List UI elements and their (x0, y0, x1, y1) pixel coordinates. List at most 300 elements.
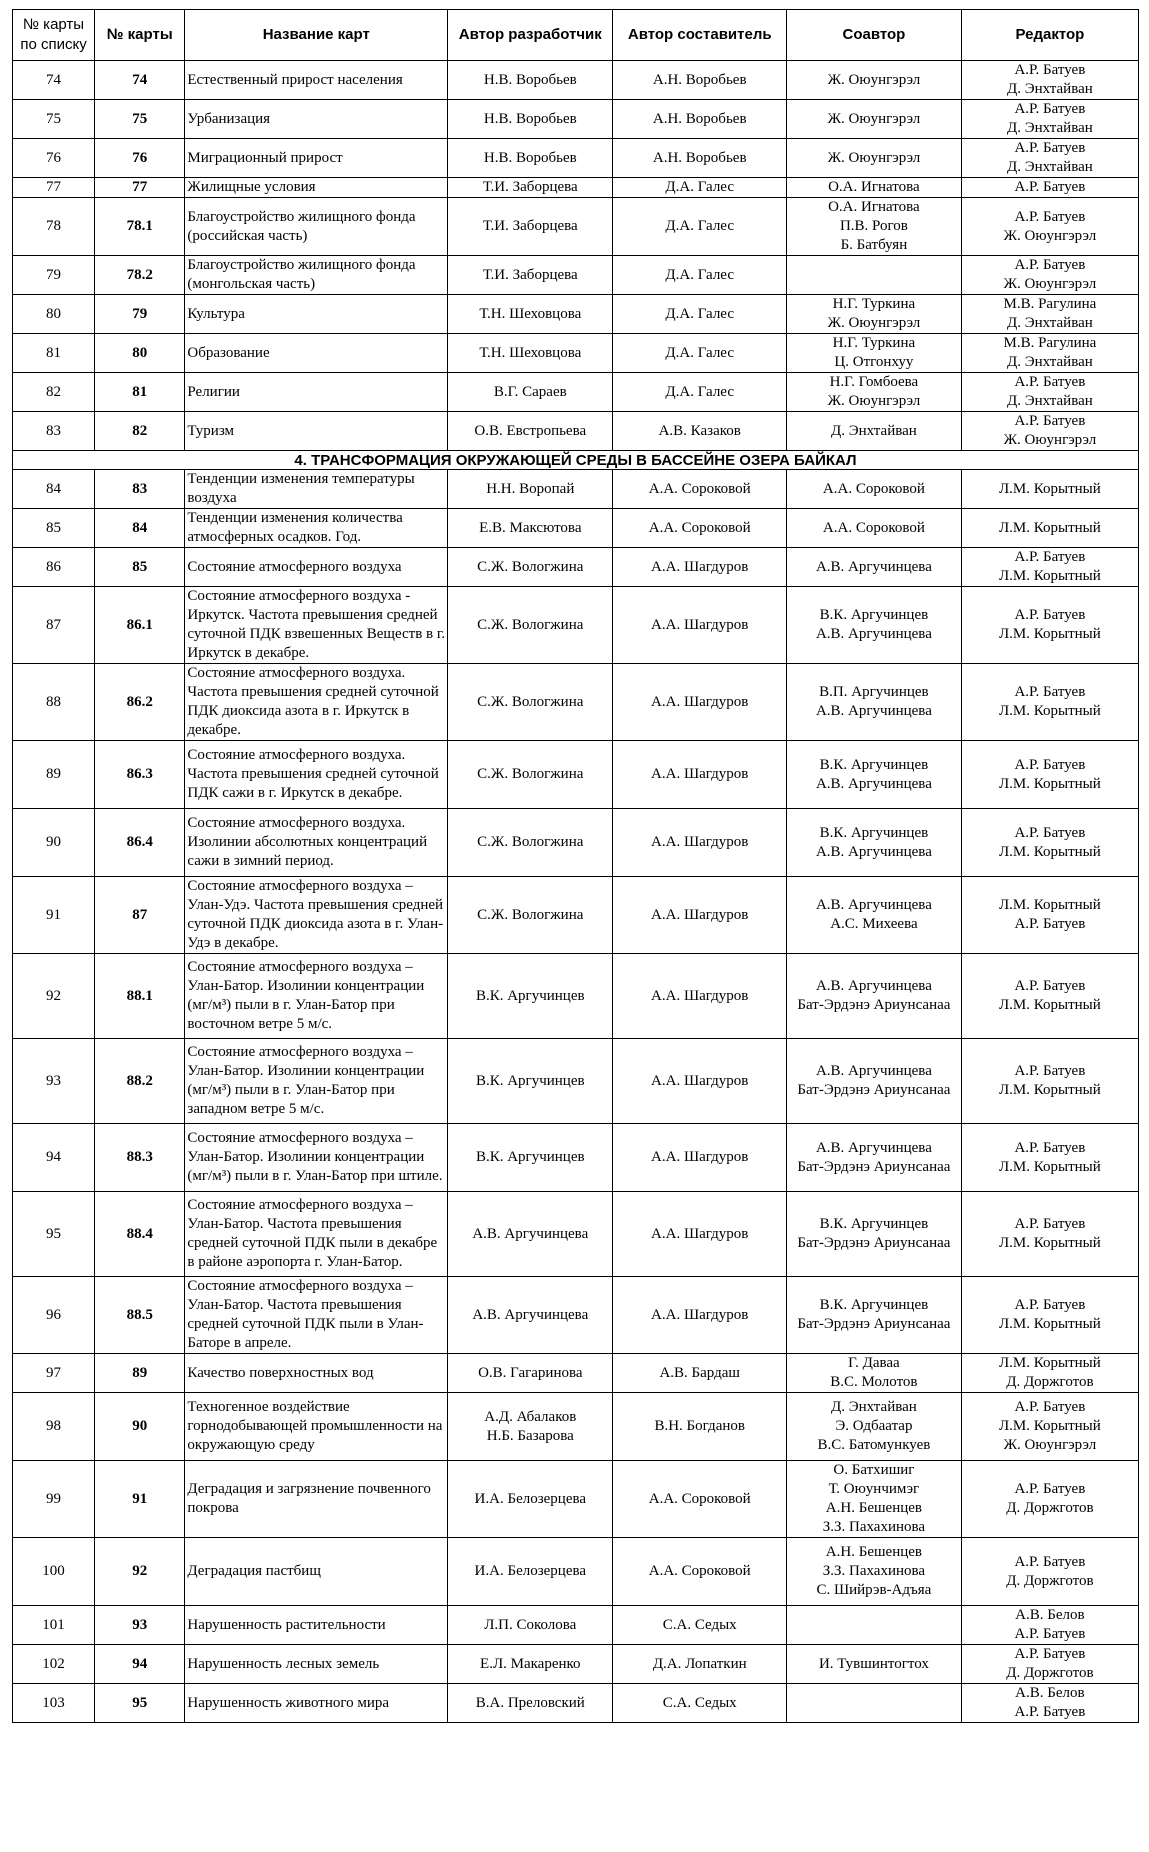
developer-name: С.Ж. Вологжина (477, 558, 584, 575)
map-number-cell: 80 (95, 334, 185, 373)
developer-cell (448, 509, 613, 548)
list-number-cell: 103 (13, 1684, 95, 1723)
list-number-cell: 85 (13, 509, 95, 548)
list-number-cell: 83 (13, 412, 95, 451)
map-number-cell: 76 (95, 139, 185, 178)
coauthor-name: С. Шийрэв-Адъяа (816, 1582, 932, 1598)
developer-name: Т.Н. Шеховцова (479, 344, 582, 361)
developer-cell (448, 412, 613, 451)
map-number-cell: 89 (95, 1354, 185, 1393)
map-name-cell: Нарушенность лесных земель (185, 1645, 448, 1684)
coauthor-name: И. Тувшинтогтох (818, 1655, 929, 1672)
developer-cell (448, 877, 613, 954)
developer-cell (448, 470, 613, 509)
editor-name: А.В. Белов (1015, 1607, 1085, 1623)
editor-name: А.Р. Батуев (1014, 1626, 1086, 1642)
developer-name: Т.И. Заборцева (482, 266, 578, 283)
coauthor-cell (787, 741, 962, 809)
coauthor-name: В.К. Аргучинцев (819, 1216, 929, 1232)
editor-name: А.Р. Батуев (1014, 257, 1086, 273)
table-row (13, 373, 1139, 412)
map-name-cell: Нарушенность растительности (185, 1606, 448, 1645)
map-name-cell: Тенденции изменения количества атмосферных осадков. Год. (185, 509, 448, 548)
coauthor-cell (787, 1684, 962, 1723)
editor-cell (961, 198, 1138, 256)
coauthor-name: В.С. Батомункуев (817, 1437, 931, 1453)
editor-cell (961, 741, 1138, 809)
developer-name: О.В. Евстропьева (474, 422, 587, 439)
list-number-cell: 97 (13, 1354, 95, 1393)
developer-cell (448, 548, 613, 587)
editor-name: А.Р. Батуев (1014, 1704, 1086, 1720)
table-row (13, 1606, 1139, 1645)
editor-cell (961, 1645, 1138, 1684)
compiler-cell: А.А. Сороковой (613, 509, 787, 548)
coauthor-cell (787, 1124, 962, 1192)
developer-cell (448, 334, 613, 373)
table-row (13, 1192, 1139, 1277)
developer-cell (448, 1606, 613, 1645)
table-row (13, 741, 1139, 809)
developer-cell (448, 1645, 613, 1684)
map-name-cell: Техногенное воздействие горнодобывающей промышленности на окружающую среду (185, 1393, 448, 1461)
compiler-cell: Д.А. Галес (613, 198, 787, 256)
list-number-cell: 77 (13, 178, 95, 198)
editor-cell (961, 1606, 1138, 1645)
map-name-cell: Жилищные условия (185, 178, 448, 198)
editor-cell (961, 334, 1138, 373)
map-number-cell: 86.2 (95, 664, 185, 741)
list-number-cell: 84 (13, 470, 95, 509)
compiler-cell: А.А. Шагдуров (613, 1039, 787, 1124)
coauthor-name: Д. Энхтайван (831, 422, 917, 439)
coauthor-name: А.В. Аргучинцева (815, 703, 932, 719)
map-number-cell: 74 (95, 61, 185, 100)
developer-name: В.Г. Сараев (493, 383, 567, 400)
map-name-cell: Состояние атмосферного воздуха (185, 548, 448, 587)
developer-cell (448, 295, 613, 334)
compiler-cell: Д.А. Галес (613, 373, 787, 412)
editor-cell (961, 1124, 1138, 1192)
compiler-cell: А.А. Шагдуров (613, 587, 787, 664)
map-name-cell: Деградация пастбищ (185, 1538, 448, 1606)
editor-cell (961, 1354, 1138, 1393)
map-number-cell: 95 (95, 1684, 185, 1723)
coauthor-name: В.П. Аргучинцев (819, 684, 929, 700)
table-row (13, 295, 1139, 334)
coauthor-cell (787, 139, 962, 178)
coauthor-cell (787, 256, 962, 295)
editor-name: А.Р. Батуев (1014, 1481, 1086, 1497)
developer-cell (448, 1354, 613, 1393)
editor-cell (961, 412, 1138, 451)
list-number-cell: 79 (13, 256, 95, 295)
editor-name: А.Р. Батуев (1014, 607, 1086, 623)
developer-name: Н.Б. Базарова (486, 1427, 574, 1444)
editor-cell (961, 470, 1138, 509)
editor-name: А.Р. Батуев (1014, 140, 1086, 156)
list-number-cell: 90 (13, 809, 95, 877)
compiler-cell: А.В. Бардаш (613, 1354, 787, 1393)
coauthor-name: Бат-Эрдэнэ Ариунсанаа (797, 1082, 951, 1098)
map-name-cell: Качество поверхностных вод (185, 1354, 448, 1393)
compiler-cell: А.В. Казаков (613, 412, 787, 451)
editor-name: Л.М. Корытный (999, 1316, 1101, 1332)
map-number-cell: 94 (95, 1645, 185, 1684)
map-name-cell: Благоустройство жилищного фонда (российская часть) (185, 198, 448, 256)
table-row (13, 1538, 1139, 1606)
coauthor-name: Б. Батбуян (840, 237, 908, 253)
developer-name: С.Ж. Вологжина (477, 906, 584, 923)
list-number-cell: 78 (13, 198, 95, 256)
header-developer: Автор разработчик (448, 10, 613, 61)
editor-name: А.Р. Батуев (1014, 62, 1086, 78)
table-row (13, 256, 1139, 295)
table-row (13, 1393, 1139, 1461)
coauthor-name: Ж. Оюунгэрэл (827, 149, 921, 166)
editor-name: Л.М. Корытный (999, 480, 1101, 497)
coauthor-cell (787, 334, 962, 373)
coauthor-cell (787, 1461, 962, 1538)
table-row (13, 1684, 1139, 1723)
editor-name: А.Р. Батуев (1014, 1216, 1086, 1232)
editor-name: Л.М. Корытный (999, 1355, 1101, 1371)
list-number-cell: 74 (13, 61, 95, 100)
compiler-cell: А.А. Сороковой (613, 470, 787, 509)
editor-cell (961, 1684, 1138, 1723)
map-name-cell: Нарушенность животного мира (185, 1684, 448, 1723)
editor-name: Л.М. Корытный (999, 1418, 1101, 1434)
editor-name: А.Р. Батуев (1014, 824, 1086, 841)
coauthor-cell (787, 877, 962, 954)
compiler-cell: С.А. Седых (613, 1606, 787, 1645)
coauthor-cell (787, 198, 962, 256)
editor-name: А.Р. Батуев (1014, 413, 1086, 429)
header-row (13, 10, 1139, 61)
table-row (13, 877, 1139, 954)
list-number-cell: 76 (13, 139, 95, 178)
map-number-cell: 86.4 (95, 809, 185, 877)
compiler-cell: А.А. Шагдуров (613, 877, 787, 954)
map-number-cell: 79 (95, 295, 185, 334)
editor-cell (961, 509, 1138, 548)
editor-name: Л.М. Корытный (999, 843, 1101, 860)
table-row (13, 470, 1139, 509)
coauthor-cell (787, 954, 962, 1039)
map-number-cell: 93 (95, 1606, 185, 1645)
table-row (13, 954, 1139, 1039)
coauthor-cell (787, 1645, 962, 1684)
map-number-cell: 84 (95, 509, 185, 548)
compiler-cell: А.Н. Воробьев (613, 100, 787, 139)
developer-name: С.Ж. Вологжина (477, 834, 584, 850)
map-number-cell: 88.2 (95, 1039, 185, 1124)
map-number-cell: 88.3 (95, 1124, 185, 1192)
developer-cell (448, 198, 613, 256)
map-number-cell: 81 (95, 373, 185, 412)
coauthor-name: А.Н. Бешенцев (825, 1544, 922, 1560)
developer-name: А.В. Аргучинцева (472, 1306, 589, 1323)
table-row (13, 178, 1139, 198)
editor-name: Л.М. Корытный (999, 519, 1101, 536)
coauthor-name: В.С. Молотов (830, 1374, 918, 1390)
developer-name: Н.В. Воробьев (483, 149, 577, 166)
coauthor-name: А.В. Аргучинцева (815, 1063, 932, 1079)
editor-name: А.Р. Батуев (1014, 1139, 1086, 1156)
developer-cell (448, 256, 613, 295)
table-row (13, 548, 1139, 587)
map-number-cell: 77 (95, 178, 185, 198)
list-number-cell: 100 (13, 1538, 95, 1606)
map-name-cell: Состояние атмосферного воздуха – Улан-Батор. Частота превышения средней суточной ПДК пыли в Улан-Баторе в апреле. (185, 1277, 448, 1354)
map-name-cell: Состояние атмосферного воздуха. Изолинии абсолютных концентраций сажи в зимний период. (185, 809, 448, 877)
coauthor-cell (787, 664, 962, 741)
coauthor-name: Н.Г. Гомбоева (829, 374, 919, 390)
header-editor: Редактор (961, 10, 1138, 61)
table-body (13, 61, 1139, 1723)
coauthor-name: В.К. Аргучинцев (819, 1297, 929, 1313)
editor-name: Ж. Оюунгэрэл (1003, 1437, 1097, 1453)
compiler-cell: А.А. Шагдуров (613, 548, 787, 587)
table-row (13, 587, 1139, 664)
coauthor-name: А.В. Аргучинцева (815, 843, 932, 860)
editor-cell (961, 954, 1138, 1039)
editor-cell (961, 809, 1138, 877)
coauthor-cell (787, 809, 962, 877)
header-map-number: № карты (95, 10, 185, 61)
list-number-cell: 81 (13, 334, 95, 373)
coauthor-cell (787, 100, 962, 139)
map-number-cell: 92 (95, 1538, 185, 1606)
compiler-cell: В.Н. Богданов (613, 1393, 787, 1461)
editor-name: А.Р. Батуев (1014, 549, 1086, 565)
compiler-cell: А.Н. Воробьев (613, 61, 787, 100)
map-name-cell: Состояние атмосферного воздуха – Улан-Батор. Изолинии концентрации (мг/м³) пыли в г. Улан-Батор при штиле. (185, 1124, 448, 1192)
developer-cell (448, 954, 613, 1039)
list-number-cell: 86 (13, 548, 95, 587)
map-name-cell: Состояние атмосферного воздуха - Иркутск. Частота превышения средней суточной ПДК взвешенных Веществ в г. Иркутск в декабре. (185, 587, 448, 664)
developer-name: В.А. Преловский (475, 1694, 585, 1711)
map-number-cell: 75 (95, 100, 185, 139)
editor-cell (961, 1039, 1138, 1124)
editor-name: Ж. Оюунгэрэл (1003, 227, 1097, 244)
map-number-cell: 86.3 (95, 741, 185, 809)
developer-name: С.Ж. Вологжина (477, 693, 584, 710)
editor-name: А.Р. Батуев (1014, 978, 1086, 994)
editor-name: Д. Доржготов (1006, 1500, 1094, 1516)
editor-cell (961, 1538, 1138, 1606)
coauthor-name: З.З. Пахахинова (822, 1519, 926, 1535)
editor-name: А.Р. Батуев (1014, 179, 1086, 195)
coauthor-name: А.Н. Бешенцев (825, 1500, 922, 1516)
editor-name: Д. Энхтайван (1007, 315, 1093, 331)
coauthor-cell (787, 470, 962, 509)
coauthor-name: В.К. Аргучинцев (819, 607, 929, 623)
compiler-cell: А.А. Шагдуров (613, 1124, 787, 1192)
coauthor-name: А.А. Сороковой (822, 480, 925, 497)
developer-name: Т.И. Заборцева (482, 218, 578, 234)
compiler-cell: А.А. Шагдуров (613, 1277, 787, 1354)
table-row (13, 1461, 1139, 1538)
map-number-cell: 88.1 (95, 954, 185, 1039)
coauthor-name: В.К. Аргучинцев (819, 756, 929, 773)
editor-name: Л.М. Корытный (999, 568, 1101, 584)
editor-cell (961, 256, 1138, 295)
coauthor-name: Бат-Эрдэнэ Ариунсанаа (797, 997, 951, 1013)
table-row (13, 100, 1139, 139)
table-row (13, 1354, 1139, 1393)
editor-name: Л.М. Корытный (999, 703, 1101, 719)
editor-name: Ж. Оюунгэрэл (1003, 276, 1097, 292)
developer-name: Т.Н. Шеховцова (479, 305, 582, 322)
editor-cell (961, 548, 1138, 587)
editor-name: Л.М. Корытный (999, 1235, 1101, 1251)
compiler-cell: А.А. Шагдуров (613, 954, 787, 1039)
list-number-cell: 80 (13, 295, 95, 334)
coauthor-name: Бат-Эрдэнэ Ариунсанаа (797, 1158, 951, 1175)
list-number-cell: 93 (13, 1039, 95, 1124)
map-name-cell: Культура (185, 295, 448, 334)
section-heading: 4. ТРАНСФОРМАЦИЯ ОКРУЖАЮЩЕЙ СРЕДЫ В БАССЕЙНЕ ОЗЕРА БАЙКАЛ (13, 451, 1139, 470)
coauthor-name: А.С. Михеева (830, 916, 918, 932)
map-number-cell: 91 (95, 1461, 185, 1538)
table-row (13, 1039, 1139, 1124)
editor-cell (961, 139, 1138, 178)
editor-name: А.Р. Батуев (1014, 374, 1086, 390)
coauthor-name: А.В. Аргучинцева (815, 978, 932, 994)
map-number-cell: 85 (95, 548, 185, 587)
developer-name: В.К. Аргучинцев (475, 987, 585, 1004)
editor-name: А.Р. Батуев (1014, 916, 1086, 932)
editor-name: Д. Доржготов (1006, 1572, 1094, 1589)
coauthor-name: А.В. Аргучинцева (815, 1139, 932, 1156)
map-name-cell: Религии (185, 373, 448, 412)
editor-cell (961, 373, 1138, 412)
developer-cell (448, 587, 613, 664)
map-name-cell: Естественный прирост населения (185, 61, 448, 100)
editor-name: А.Р. Батуев (1014, 1553, 1086, 1570)
coauthor-name: З.З. Пахахинова (822, 1563, 926, 1579)
section-heading-row (13, 451, 1139, 470)
coauthor-name: Ж. Оюунгэрэл (827, 315, 921, 331)
coauthor-name: Н.Г. Туркина (832, 296, 916, 312)
compiler-cell: Д.А. Галес (613, 295, 787, 334)
coauthor-name: Ж. Оюунгэрэл (827, 71, 921, 88)
map-name-cell: Тенденции изменения температуры воздуха (185, 470, 448, 509)
coauthor-cell (787, 1039, 962, 1124)
compiler-cell: А.А. Шагдуров (613, 664, 787, 741)
map-name-cell: Образование (185, 334, 448, 373)
table-row (13, 509, 1139, 548)
map-number-cell: 88.5 (95, 1277, 185, 1354)
list-number-cell: 87 (13, 587, 95, 664)
editor-name: А.Р. Батуев (1014, 101, 1086, 117)
table-row (13, 1124, 1139, 1192)
developer-name: О.В. Гагаринова (478, 1364, 583, 1381)
coauthor-name: О.А. Игнатова (828, 199, 920, 215)
table-row (13, 1645, 1139, 1684)
editor-name: А.Р. Батуев (1014, 208, 1086, 225)
editor-name: А.Р. Батуев (1014, 1646, 1086, 1662)
list-number-cell: 102 (13, 1645, 95, 1684)
coauthor-cell (787, 1393, 962, 1461)
maps-table (12, 9, 1139, 1723)
developer-cell (448, 61, 613, 100)
editor-name: А.В. Белов (1015, 1685, 1085, 1701)
list-number-cell: 101 (13, 1606, 95, 1645)
coauthor-name: Бат-Эрдэнэ Ариунсанаа (797, 1235, 951, 1251)
table-row (13, 412, 1139, 451)
editor-cell (961, 664, 1138, 741)
table-row (13, 61, 1139, 100)
coauthor-cell (787, 61, 962, 100)
map-number-cell: 87 (95, 877, 185, 954)
editor-name: А.Р. Батуев (1014, 756, 1086, 773)
developer-cell (448, 1124, 613, 1192)
table-row (13, 198, 1139, 256)
compiler-cell: А.Н. Воробьев (613, 139, 787, 178)
developer-cell (448, 178, 613, 198)
list-number-cell: 89 (13, 741, 95, 809)
table-row (13, 809, 1139, 877)
coauthor-cell (787, 295, 962, 334)
compiler-cell: С.А. Седых (613, 1684, 787, 1723)
developer-name: Е.Л. Макаренко (480, 1655, 581, 1672)
table-row (13, 139, 1139, 178)
header-compiler: Автор составитель (613, 10, 787, 61)
editor-name: Л.М. Корытный (999, 775, 1101, 792)
editor-cell (961, 1277, 1138, 1354)
map-name-cell: Благоустройство жилищного фонда (монгольская часть) (185, 256, 448, 295)
list-number-cell: 92 (13, 954, 95, 1039)
list-number-cell: 98 (13, 1393, 95, 1461)
list-number-cell: 82 (13, 373, 95, 412)
compiler-cell: А.А. Шагдуров (613, 1192, 787, 1277)
coauthor-cell (787, 587, 962, 664)
coauthor-name: О.А. Игнатова (828, 179, 920, 195)
compiler-cell: А.А. Шагдуров (613, 809, 787, 877)
developer-cell (448, 1461, 613, 1538)
list-number-cell: 99 (13, 1461, 95, 1538)
editor-name: Д. Энхтайван (1007, 81, 1093, 97)
developer-name: В.К. Аргучинцев (475, 1149, 585, 1165)
developer-cell (448, 1393, 613, 1461)
coauthor-cell (787, 1192, 962, 1277)
list-number-cell: 96 (13, 1277, 95, 1354)
coauthor-name: Бат-Эрдэнэ Ариунсанаа (797, 1316, 951, 1332)
editor-cell (961, 61, 1138, 100)
editor-name: Д. Доржготов (1006, 1374, 1094, 1390)
developer-cell (448, 139, 613, 178)
editor-name: А.Р. Батуев (1014, 684, 1086, 700)
map-number-cell: 83 (95, 470, 185, 509)
map-name-cell: Урбанизация (185, 100, 448, 139)
table-row (13, 664, 1139, 741)
map-name-cell: Туризм (185, 412, 448, 451)
map-number-cell: 86.1 (95, 587, 185, 664)
header-map-name: Название карт (185, 10, 448, 61)
coauthor-cell (787, 1354, 962, 1393)
coauthor-cell (787, 412, 962, 451)
developer-cell (448, 809, 613, 877)
map-number-cell: 88.4 (95, 1192, 185, 1277)
developer-name: А.Д. Абалаков (484, 1408, 577, 1425)
editor-cell (961, 100, 1138, 139)
coauthor-cell (787, 1277, 962, 1354)
editor-name: А.Р. Батуев (1014, 1063, 1086, 1079)
compiler-cell: Д.А. Лопаткин (613, 1645, 787, 1684)
developer-cell (448, 1039, 613, 1124)
